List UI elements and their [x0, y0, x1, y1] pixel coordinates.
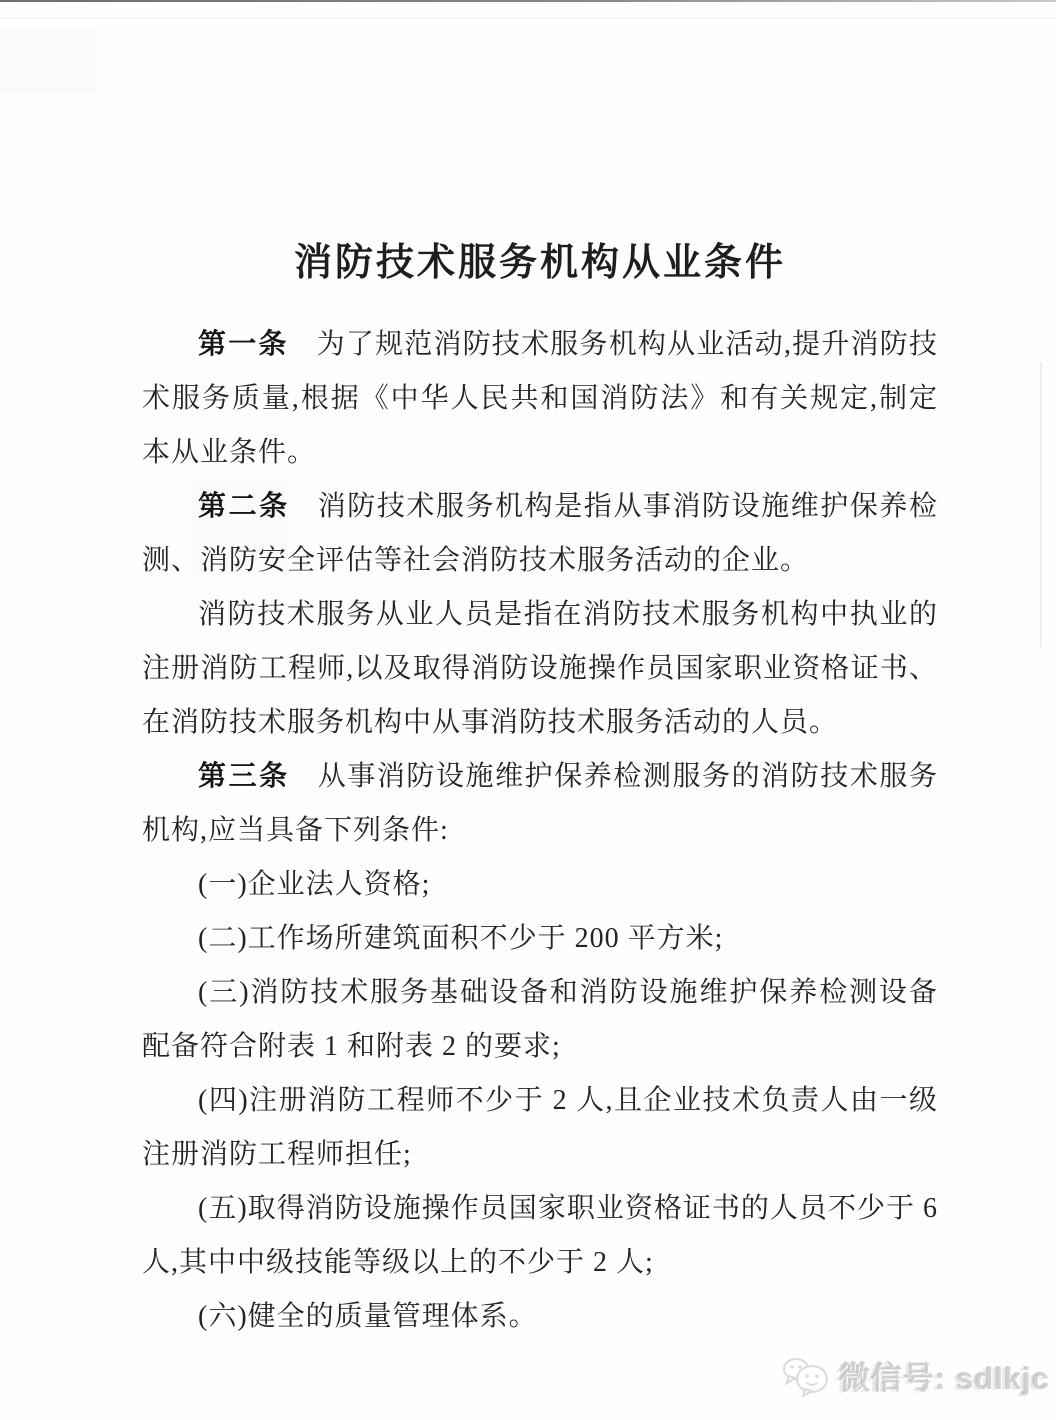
paragraph-text: 消防技术服务机构是指从事消防设施维护保养检测、消防安全评估等社会消防技术服务活动的企业。: [142, 491, 938, 576]
article-number: 第一条: [198, 329, 289, 360]
article-paragraph: [142, 858, 938, 912]
article-paragraph: [142, 750, 938, 858]
paragraph-list: [142, 318, 938, 1344]
watermark-label: 微信号: sdlkjc: [839, 1361, 1050, 1396]
paragraph-text: (六)健全的质量管理体系。: [198, 1301, 538, 1332]
article-number: 第三条: [198, 761, 290, 792]
page-title: 消防技术服务机构从业条件: [293, 242, 786, 284]
article-paragraph: [142, 966, 938, 1074]
paragraph-text: (二)工作场所建筑面积不少于 200 平方米;: [198, 923, 724, 954]
watermark: [781, 1353, 1050, 1398]
article-paragraph: [142, 1074, 938, 1182]
paragraph-text: 从事消防设施维护保养检测服务的消防技术服务机构,应当具备下列条件:: [142, 761, 938, 846]
article-paragraph: [142, 912, 938, 966]
article-paragraph: [142, 1182, 938, 1290]
paragraph-text: (四)注册消防工程师不少于 2 人,且企业技术负责人由一级注册消防工程师担任;: [142, 1085, 938, 1170]
scan-faint-line: [0, 17, 1056, 19]
scan-edge-line: [1040, 362, 1042, 647]
paragraph-text: (一)企业法人资格;: [198, 869, 431, 900]
article-paragraph: [142, 480, 938, 588]
paragraph-text: 为了规范消防技术服务机构从业活动,提升消防技术服务质量,根据《中华人民共和国消防法》和有关规定,制定本从业条件。: [142, 329, 938, 468]
article-paragraph: [142, 588, 938, 750]
document-body: [142, 238, 938, 1344]
paragraph-text: (五)取得消防设施操作员国家职业资格证书的人员不少于 6 人,其中中级技能等级以上的不少于 2 人;: [142, 1193, 938, 1278]
wechat-icon: [781, 1354, 833, 1398]
scan-top-edge: [0, 0, 1056, 2]
paragraph-text: (三)消防技术服务基础设备和消防设施维护保养检测设备配备符合附表 1 和附表 2 的要求;: [142, 977, 938, 1062]
article-paragraph: [142, 318, 938, 480]
article-paragraph: [142, 1290, 938, 1344]
article-number: 第二条: [198, 491, 290, 522]
scan-blotch: [0, 28, 96, 94]
paragraph-text: 消防技术服务从业人员是指在消防技术服务机构中执业的注册消防工程师,以及取得消防设施操作员国家职业资格证书、在消防技术服务机构中从事消防技术服务活动的人员。: [142, 599, 938, 738]
